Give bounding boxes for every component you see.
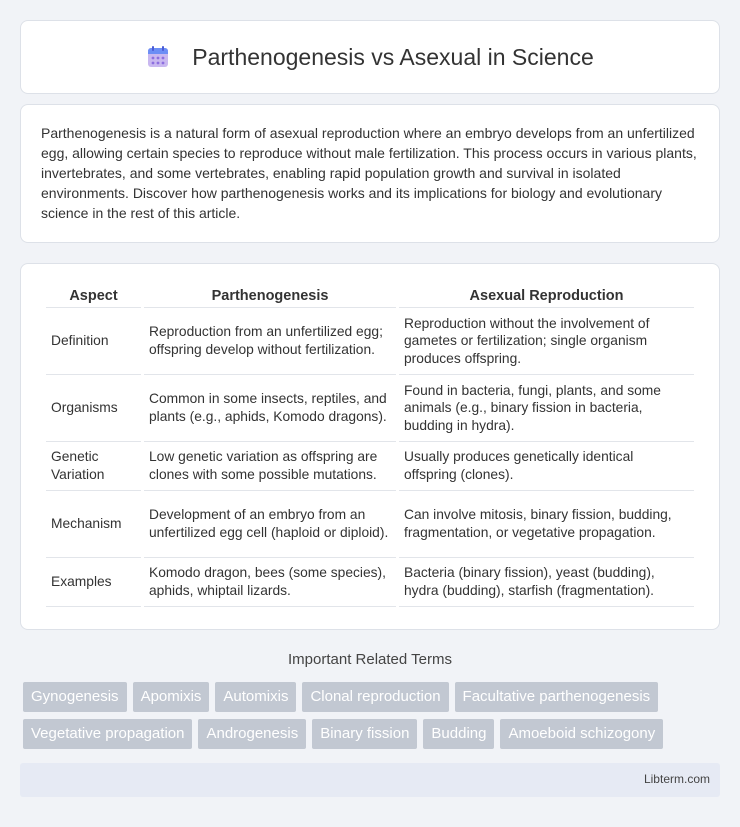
cell-asexual: Reproduction without the involvement of gametes or fertilization; single organism produces offspring. — [399, 308, 694, 375]
tag-row — [23, 682, 723, 712]
cell-aspect: Genetic Variation — [46, 442, 141, 491]
tag-budding[interactable]: Budding — [423, 719, 494, 749]
tag-automixis[interactable]: Automixis — [215, 682, 296, 712]
tag-row — [23, 719, 723, 749]
tag-clonal-reproduction[interactable]: Clonal reproduction — [302, 682, 448, 712]
header-card — [20, 20, 720, 94]
cell-parthenogenesis: Komodo dragon, bees (some species), aphids, whiptail lizards. — [144, 558, 396, 607]
table-row — [46, 308, 694, 375]
tag-androgenesis[interactable]: Androgenesis — [198, 719, 306, 749]
tag-binary-fission[interactable]: Binary fission — [312, 719, 417, 749]
cell-parthenogenesis: Development of an embryo from an unfertilized egg cell (haploid or diploid). — [144, 491, 396, 558]
cell-aspect: Mechanism — [46, 491, 141, 558]
related-terms-title: Important Related Terms — [288, 651, 452, 668]
tag-vegetative-propagation[interactable]: Vegetative propagation — [23, 719, 192, 749]
table-row — [46, 491, 694, 558]
comparison-table — [43, 284, 697, 607]
cell-asexual: Bacteria (binary fission), yeast (budding), hydra (budding), starfish (fragmentation). — [399, 558, 694, 607]
cell-parthenogenesis: Low genetic variation as offspring are clones with some possible mutations. — [144, 442, 396, 491]
table-row — [46, 442, 694, 491]
tag-facultative-parthenogenesis[interactable]: Facultative parthenogenesis — [455, 682, 659, 712]
table-header-row — [46, 284, 694, 308]
cell-aspect: Examples — [46, 558, 141, 607]
header-aspect: Aspect — [46, 284, 141, 308]
cell-asexual: Usually produces genetically identical offspring (clones). — [399, 442, 694, 491]
cell-parthenogenesis: Common in some insects, reptiles, and plants (e.g., aphids, Komodo dragons). — [144, 375, 396, 442]
cell-asexual: Found in bacteria, fungi, plants, and some animals (e.g., binary fission in bacteria, budding in hydra). — [399, 375, 694, 442]
cell-aspect: Organisms — [46, 375, 141, 442]
intro-text: Parthenogenesis is a natural form of asexual reproduction where an embryo develops from an unfertilized egg, allowing certain species to reproduce without male fertilization. This process occurs in various plants, invertebrates, and some vertebrates, enabling rapid population growth and survival in isolated environments. Discover how parthenogenesis works and its implications for biology and evolutionary science in the rest of this article. — [41, 125, 697, 221]
page-title: Parthenogenesis vs Asexual in Science — [192, 43, 594, 70]
intro-card — [20, 104, 720, 243]
comparison-table-card — [20, 263, 720, 630]
calendar-icon — [146, 45, 170, 69]
cell-parthenogenesis: Reproduction from an unfertilized egg; offspring develop without fertilization. — [144, 308, 396, 375]
header-parthenogenesis: Parthenogenesis — [144, 284, 396, 308]
table-row — [46, 558, 694, 607]
cell-asexual: Can involve mitosis, binary fission, budding, fragmentation, or vegetative propagation. — [399, 491, 694, 558]
footer-site-link[interactable]: Libterm.com — [643, 772, 710, 786]
tag-amoeboid-schizogony[interactable]: Amoeboid schizogony — [500, 719, 663, 749]
footer — [20, 763, 720, 797]
table-row — [46, 375, 694, 442]
cell-aspect: Definition — [46, 308, 141, 375]
related-terms — [23, 682, 723, 756]
tag-apomixis[interactable]: Apomixis — [133, 682, 210, 712]
header-asexual: Asexual Reproduction — [399, 284, 694, 308]
tag-gynogenesis[interactable]: Gynogenesis — [23, 682, 127, 712]
